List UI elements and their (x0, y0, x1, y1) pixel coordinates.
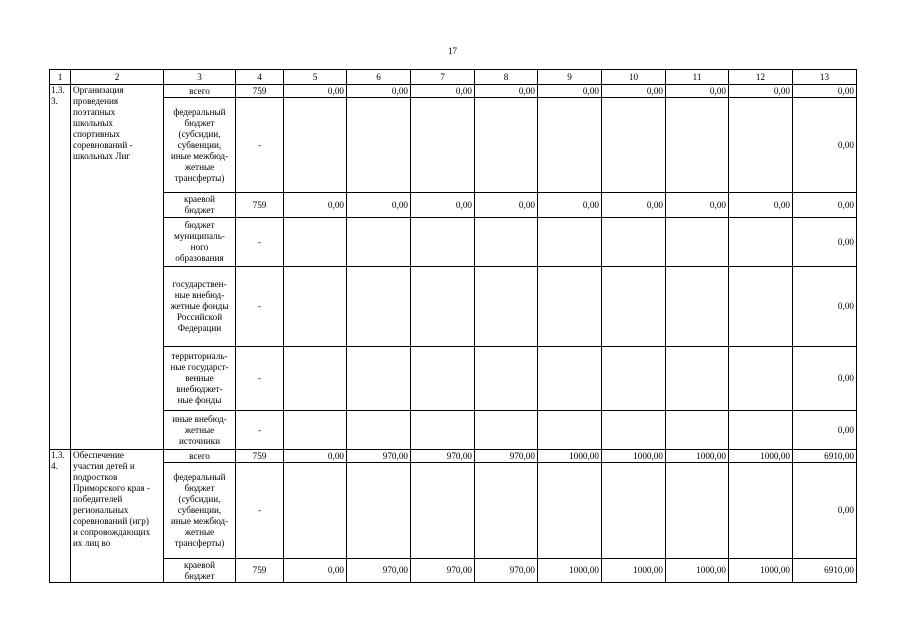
funding-source: бюджет муниципаль- ного образования (164, 218, 236, 267)
value-cell (538, 411, 602, 450)
value-cell (284, 463, 347, 559)
value-cell (666, 411, 729, 450)
value-cell (284, 411, 347, 450)
value-cell: 1000,00 (538, 559, 602, 583)
value-cell (729, 463, 793, 559)
funding-source: государствен- ные внебюд- жетные фонды Российской Федерации (164, 267, 236, 347)
value-cell: 0,00 (411, 85, 475, 98)
code-cell: 759 (236, 559, 284, 583)
value-cell (475, 347, 538, 411)
value-cell: 0,00 (411, 193, 475, 218)
value-cell: 1000,00 (729, 559, 793, 583)
value-cell (538, 218, 602, 267)
table-row (50, 411, 857, 450)
value-cell (666, 98, 729, 193)
value-cell (538, 463, 602, 559)
item-name: Обеспечение участия детей и подростков Приморского края - победителей региональных соревнований (игр) и сопровождающих их лиц во (71, 450, 164, 583)
value-cell (475, 411, 538, 450)
value-cell (347, 463, 411, 559)
code-cell: - (236, 347, 284, 411)
page-number: 17 (448, 46, 457, 56)
table-row (50, 98, 857, 193)
value-cell: 970,00 (347, 559, 411, 583)
table-row (50, 559, 857, 583)
value-cell: 0,00 (347, 85, 411, 98)
funding-source: краевой бюджет (164, 193, 236, 218)
value-cell (538, 267, 602, 347)
funding-source: федеральный бюджет (субсидии, субвенции, иные межбюд- жетные трансферты) (164, 98, 236, 193)
budget-table (49, 69, 857, 583)
value-cell (475, 218, 538, 267)
value-cell: 970,00 (475, 559, 538, 583)
value-cell (666, 463, 729, 559)
value-cell: 0,00 (793, 411, 857, 450)
code-cell: - (236, 463, 284, 559)
value-cell: 0,00 (284, 85, 347, 98)
value-cell: 0,00 (538, 85, 602, 98)
code-cell: - (236, 411, 284, 450)
funding-source: всего (164, 85, 236, 98)
value-cell: 1000,00 (602, 559, 666, 583)
value-cell (411, 218, 475, 267)
value-cell: 0,00 (666, 85, 729, 98)
value-cell: 1000,00 (538, 450, 602, 463)
value-cell: 0,00 (602, 193, 666, 218)
value-cell (602, 347, 666, 411)
code-cell: 759 (236, 450, 284, 463)
value-cell (538, 347, 602, 411)
value-cell (729, 267, 793, 347)
value-cell (729, 347, 793, 411)
value-cell (666, 218, 729, 267)
value-cell (347, 218, 411, 267)
value-cell: 0,00 (793, 98, 857, 193)
header-cell: 10 (602, 70, 666, 85)
funding-source: краевой бюджет (164, 559, 236, 583)
value-cell: 0,00 (729, 193, 793, 218)
value-cell: 6910,00 (793, 559, 857, 583)
value-cell (538, 98, 602, 193)
value-cell (347, 347, 411, 411)
header-cell: 2 (71, 70, 164, 85)
value-cell (666, 267, 729, 347)
value-cell (347, 411, 411, 450)
value-cell (666, 347, 729, 411)
value-cell (411, 411, 475, 450)
value-cell: 0,00 (793, 193, 857, 218)
table-row (50, 85, 857, 98)
value-cell: 0,00 (793, 267, 857, 347)
header-cell: 5 (284, 70, 347, 85)
value-cell: 970,00 (411, 559, 475, 583)
value-cell (411, 463, 475, 559)
value-cell: 0,00 (793, 85, 857, 98)
code-cell: - (236, 267, 284, 347)
header-cell: 6 (347, 70, 411, 85)
value-cell: 0,00 (538, 193, 602, 218)
table-row (50, 267, 857, 347)
value-cell (602, 463, 666, 559)
value-cell (729, 98, 793, 193)
funding-source: иные внебюд- жетные источники (164, 411, 236, 450)
header-cell: 8 (475, 70, 538, 85)
header-cell: 13 (793, 70, 857, 85)
value-cell (411, 347, 475, 411)
value-cell: 1000,00 (666, 559, 729, 583)
value-cell: 1000,00 (729, 450, 793, 463)
header-cell: 9 (538, 70, 602, 85)
value-cell: 0,00 (475, 193, 538, 218)
header-row (50, 70, 857, 85)
value-cell: 970,00 (475, 450, 538, 463)
table-row (50, 218, 857, 267)
value-cell (602, 411, 666, 450)
table-row (50, 450, 857, 463)
code-cell: 759 (236, 85, 284, 98)
value-cell: 0,00 (475, 85, 538, 98)
value-cell: 0,00 (793, 347, 857, 411)
table-row (50, 347, 857, 411)
value-cell (347, 98, 411, 193)
value-cell: 0,00 (793, 463, 857, 559)
value-cell: 0,00 (284, 450, 347, 463)
funding-source: федеральный бюджет (субсидии, субвенции, иные межбюд- жетные трансферты) (164, 463, 236, 559)
value-cell (284, 218, 347, 267)
value-cell (284, 267, 347, 347)
value-cell: 0,00 (602, 85, 666, 98)
value-cell (475, 267, 538, 347)
value-cell (475, 98, 538, 193)
header-cell: 4 (236, 70, 284, 85)
header-cell: 7 (411, 70, 475, 85)
code-cell: 759 (236, 193, 284, 218)
header-cell: 3 (164, 70, 236, 85)
value-cell: 0,00 (284, 193, 347, 218)
value-cell: 0,00 (347, 193, 411, 218)
funding-source: всего (164, 450, 236, 463)
value-cell (411, 98, 475, 193)
value-cell: 0,00 (284, 559, 347, 583)
code-cell: - (236, 98, 284, 193)
value-cell: 1000,00 (602, 450, 666, 463)
value-cell: 1000,00 (666, 450, 729, 463)
item-number: 1.3. 4. (50, 450, 71, 583)
header-cell: 1 (50, 70, 71, 85)
table-row (50, 463, 857, 559)
value-cell (602, 98, 666, 193)
value-cell: 970,00 (347, 450, 411, 463)
item-number: 1.3. 3. (50, 85, 71, 450)
value-cell (729, 218, 793, 267)
value-cell (475, 463, 538, 559)
value-cell: 0,00 (729, 85, 793, 98)
value-cell (347, 267, 411, 347)
value-cell (602, 267, 666, 347)
table-row (50, 193, 857, 218)
funding-source: территориаль- ные государст- венные внебюджет- ные фонды (164, 347, 236, 411)
value-cell: 0,00 (793, 218, 857, 267)
value-cell: 0,00 (666, 193, 729, 218)
value-cell (411, 267, 475, 347)
value-cell (284, 347, 347, 411)
value-cell (729, 411, 793, 450)
value-cell: 970,00 (411, 450, 475, 463)
header-cell: 12 (729, 70, 793, 85)
item-name: Организация проведения поэтапных школьных спортивных соревнований - школьных Лиг (71, 85, 164, 450)
value-cell: 6910,00 (793, 450, 857, 463)
header-cell: 11 (666, 70, 729, 85)
value-cell (602, 218, 666, 267)
code-cell: - (236, 218, 284, 267)
value-cell (284, 98, 347, 193)
